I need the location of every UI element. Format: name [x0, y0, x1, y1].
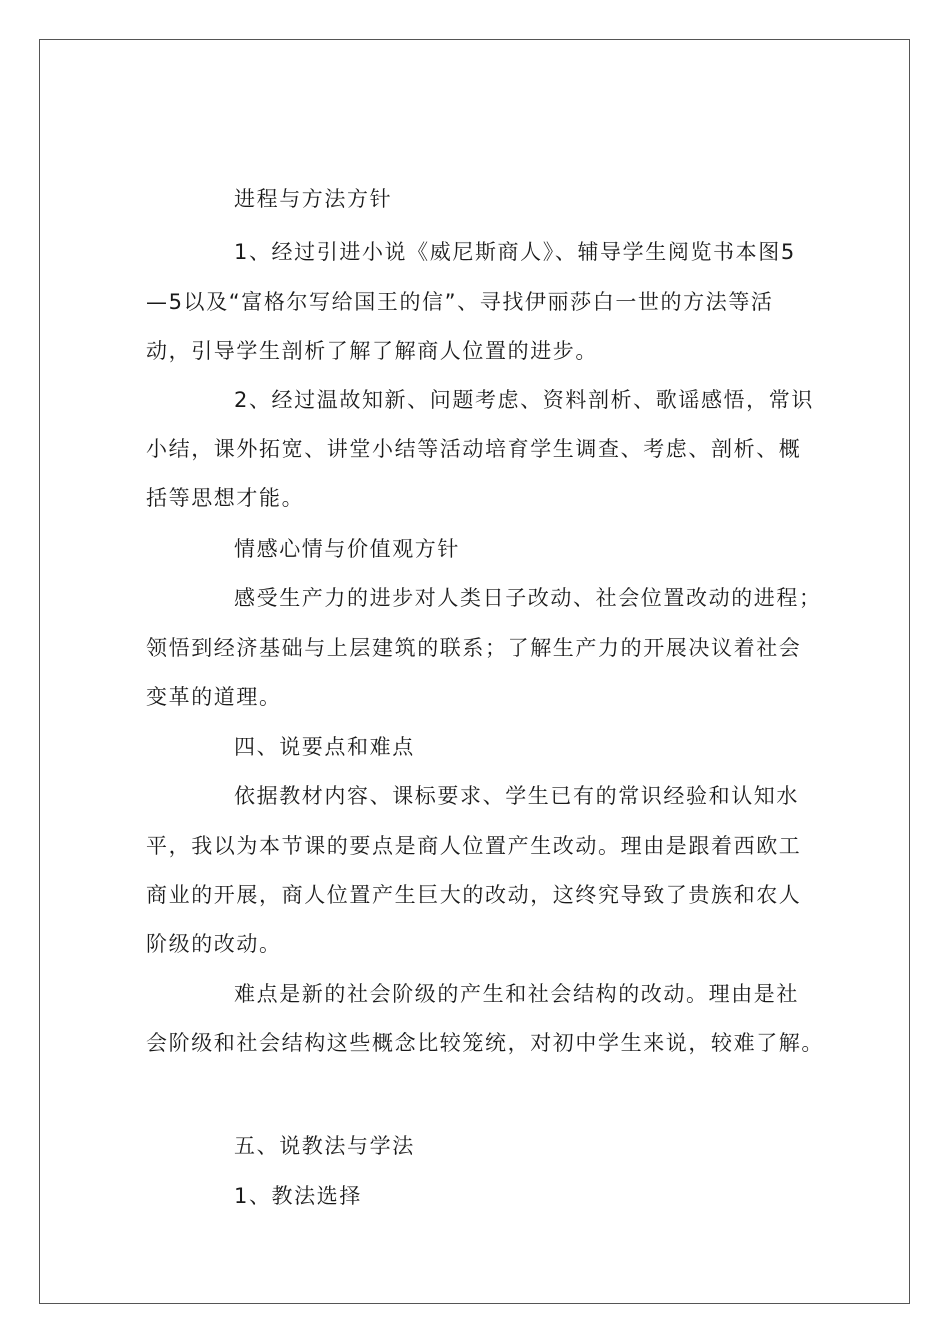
heading-emotion-goals: 情感心情与价值观方针: [234, 537, 460, 561]
paragraph-2-line-2: 小结，课外拓宽、讲堂小结等活动培育学生调查、考虑、剖析、概: [146, 437, 802, 461]
paragraph-1-line-1: 1、经过引进小说《威尼斯商人》、辅导学生阅览书本图5: [234, 240, 796, 264]
paragraph-1-line-3: 动，引导学生剖析了解了解商人位置的进步。: [146, 339, 598, 363]
heading-method-selection: 1、教法选择: [234, 1184, 362, 1208]
paragraph-4-line-3: 商业的开展，商人位置产生巨大的改动，这终究导致了贵族和农人: [146, 883, 802, 907]
paragraph-3-line-1: 感受生产力的进步对人类日子改动、社会位置改动的进程；: [234, 586, 822, 610]
page-border: [39, 39, 910, 1304]
paragraph-4-line-4: 阶级的改动。: [146, 932, 282, 956]
heading-process-goals: 进程与方法方针: [234, 187, 393, 211]
paragraph-1-line-2: —5以及“富格尔写给国王的信”、寻找伊丽莎白一世的方法等活: [146, 290, 774, 314]
paragraph-2-line-1: 2、经过温故知新、问题考虑、资料剖析、歌谣感悟，常识: [234, 388, 814, 412]
paragraph-5-line-2: 会阶级和社会结构这些概念比较笼统，对初中学生来说，较难了解。: [146, 1031, 824, 1055]
paragraph-5-line-1: 难点是新的社会阶级的产生和社会结构的改动。理由是社: [234, 982, 799, 1006]
heading-teaching-methods: 五、说教法与学法: [234, 1134, 415, 1158]
paragraph-4-line-1: 依据教材内容、课标要求、学生已有的常识经验和认知水: [234, 784, 799, 808]
paragraph-3-line-3: 变革的道理。: [146, 685, 282, 709]
paragraph-4-line-2: 平，我以为本节课的要点是商人位置产生改动。理由是跟着西欧工: [146, 834, 802, 858]
paragraph-3-line-2: 领悟到经济基础与上层建筑的联系；了解生产力的开展决议着社会: [146, 636, 802, 660]
paragraph-2-line-3: 括等思想才能。: [146, 486, 305, 510]
heading-key-points: 四、说要点和难点: [234, 735, 415, 759]
